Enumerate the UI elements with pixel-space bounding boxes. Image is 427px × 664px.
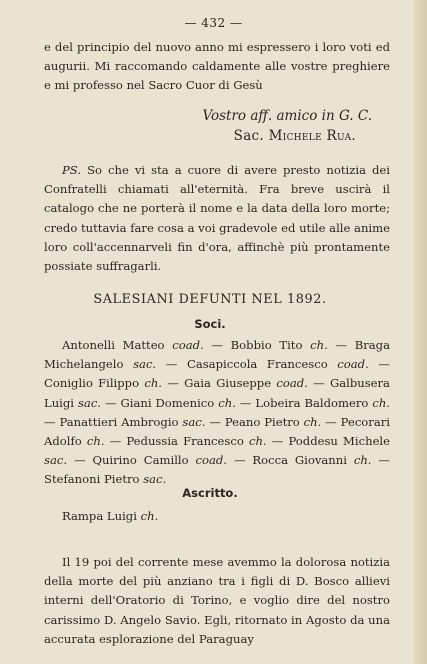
entry-role: ch. <box>86 434 105 449</box>
entry-role: sac. <box>44 453 68 468</box>
postscript-paragraph <box>44 161 390 276</box>
entry-role: coad. <box>276 376 308 391</box>
entry-role: sac. <box>182 414 206 429</box>
entry-role: ch. <box>303 414 322 429</box>
entry-role: coad. <box>172 338 204 352</box>
closing-text: Il 19 poi del corrente mese avemmo la dolorosa notizia della morte del più anziano tra i figli di D. Bosco allievi interni dell'Oratorio di Torino, e voglio dire del nostro carissimo D. Angelo Savio. Egli, ritornato in Agosto da una accurata esplorazione del Paraguay <box>44 555 390 646</box>
entry-role: ch. <box>353 453 372 468</box>
entry-name: Casapiccola Francesco <box>186 357 338 372</box>
postscript-text: So che vi sta a cuore di avere presto notizia dei Confratelli chiamati all'eternità. Fra breve uscirà il catalogo che ne porterà il nome e la data della loro morte; credo tuttavia fare cosa a voi gradevole ed utile alle anime loro coll'accennarveli fin d'ora, affinchè più prontamente possiate suffragarli. <box>44 163 391 274</box>
signature-title: Sac. <box>233 128 265 144</box>
members-text: Antonelli Matteo coad. — Bobbio Tito ch. — Braga Michelangelo sac. — Casapiccola Francesco coad. — Coniglio Filippo ch. — Gaia Giuseppe coad. — Galbusera Luigi sac. — Giani Domenico ch. — Lobeira Baldomero ch. — Panattieri Ambrogio sac. — Peano Pietro ch. — Pecorari Adolfo ch. — Pedussia Francesco ch. — Poddesu Michele sac. — Quirino Camillo coad. — Rocca Giovanni ch. — Stefanoni Pietro sac. <box>44 338 391 487</box>
ascritti-list <box>44 507 390 526</box>
entry-name: Stefanoni Pietro <box>44 472 144 487</box>
entry-role: ch. <box>248 434 267 449</box>
entry-role: ch. <box>310 338 328 352</box>
ascritti-text <box>44 507 390 526</box>
entry-role: ch. <box>372 395 390 410</box>
entry-name: Pecorari Adolfo <box>44 414 390 449</box>
entry-role: sac. <box>77 395 101 410</box>
entry-name: Gaia Giuseppe <box>184 376 277 391</box>
entry-name: Antonelli Matteo <box>62 338 173 352</box>
signature-closing: Vostro aff. amico in G. C. <box>202 108 372 124</box>
entry-name: Pedussia Francesco <box>126 434 249 449</box>
entry-role: coad. <box>195 453 227 468</box>
entry-name: Lobeira Baldomero <box>255 395 373 410</box>
entry-role: ch. <box>218 395 236 410</box>
entry-name: Galbusera Luigi <box>44 376 390 410</box>
entry-name: Peano Pietro <box>224 414 304 429</box>
ascritti-heading: Ascritto. <box>182 486 238 500</box>
entry-name: Quirino Camillo <box>92 453 196 468</box>
entry-name: Bobbio Tito <box>230 338 311 352</box>
signature-name-line <box>0 128 356 144</box>
page-edge <box>413 0 427 664</box>
entry-name: Rocca Giovanni <box>252 453 354 468</box>
entry-name: Rampa Luigi <box>62 509 141 523</box>
entry-name: Poddesu Michele <box>288 434 390 449</box>
members-list <box>44 336 390 490</box>
entry-name: Braga Michelangelo <box>44 338 391 372</box>
entry-name: Coniglio Filippo <box>44 376 145 391</box>
entry-role: ch. <box>144 376 162 391</box>
opening-text: e del principio del nuovo anno mi espressero i loro voti ed augurii. Mi raccomando caldamente alle vostre preghiere e mi professo nel Sacro Cuor di Gesù <box>44 40 390 93</box>
members-heading: Soci. <box>194 317 226 331</box>
page-number: — 432 — <box>184 16 243 30</box>
opening-paragraph <box>44 38 390 96</box>
postscript-label: PS. <box>62 163 82 177</box>
signature-name: Michele Rua. <box>268 128 356 144</box>
list-title: SALESIANI DEFUNTI NEL 1892. <box>93 292 327 307</box>
entry-role: sac. <box>143 472 167 487</box>
closing-paragraph <box>44 553 390 649</box>
entry-name: Giani Domenico <box>120 395 219 410</box>
entry-role: coad. <box>337 357 369 372</box>
entry-role: ch. <box>140 509 159 523</box>
entry-role: sac. <box>133 357 157 372</box>
entry-name: Panattieri Ambrogio <box>59 414 183 429</box>
